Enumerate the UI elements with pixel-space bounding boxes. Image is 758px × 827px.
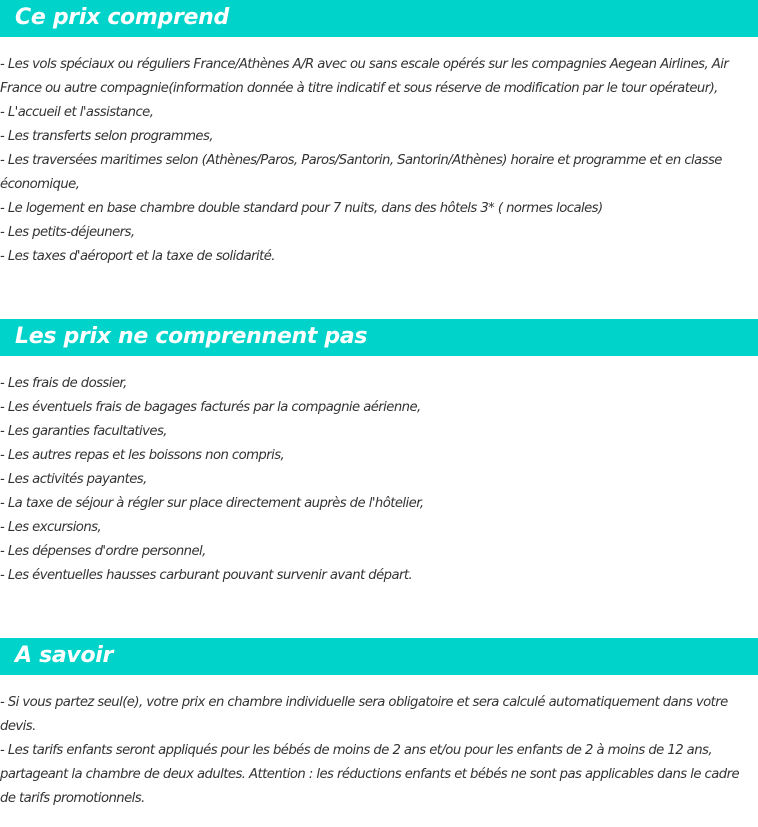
list-item: - Les activités payantes, <box>0 472 147 487</box>
list-item: - Les tarifs enfants seront appliqués pour les bébés de moins de 2 ans et/ou pour les enfants de 2 à moins de 12 ans, partageant la chambre de deux adultes. Attention : les réductions enfants et bébés ne sont pas applicables dans le cadre de tarifs promotionnels. <box>0 743 740 806</box>
list-item: - Les frais de dossier, <box>0 376 127 391</box>
list-item: - Les dépenses d'ordre personnel, <box>0 544 206 559</box>
good-to-know-list <box>0 675 758 811</box>
section-price-excludes <box>0 319 758 588</box>
list-item: - Les petits-déjeuners, <box>0 225 135 240</box>
section-header <box>0 319 758 356</box>
section-header <box>0 0 758 37</box>
list-item: - La taxe de séjour à régler sur place directement auprès de l'hôtelier, <box>0 496 424 511</box>
list-item: - Les vols spéciaux ou réguliers France/Athènes A/R avec ou sans escale opérés sur les compagnies Aegean Airlines, Air France ou autre compagnie(information donnée à titre indicatif et sous réserve de modification par le tour opérateur), <box>0 57 729 96</box>
excluded-list <box>0 356 758 588</box>
section-header <box>0 638 758 675</box>
list-item: - Si vous partez seul(e), votre prix en chambre individuelle sera obligatoire et sera calculé automatiquement dans votre devis. <box>0 695 728 734</box>
list-item: - Les excursions, <box>0 520 102 535</box>
section-title: Ce prix comprend <box>15 5 229 30</box>
list-item: - Les autres repas et les boissons non compris, <box>0 448 285 463</box>
list-item: - Les éventuels frais de bagages facturés par la compagnie aérienne, <box>0 400 421 415</box>
list-item: - Les traversées maritimes selon (Athènes/Paros, Paros/Santorin, Santorin/Athènes) horaire et programme et en classe économique, <box>0 153 722 192</box>
list-item: - Le logement en base chambre double standard pour 7 nuits, dans des hôtels 3* ( normes locales) <box>0 201 603 216</box>
list-item: - Les éventuelles hausses carburant pouvant survenir avant départ. <box>0 568 413 583</box>
included-list <box>0 37 758 269</box>
section-title: Les prix ne comprennent pas <box>15 324 368 349</box>
list-item: - Les transferts selon programmes, <box>0 129 213 144</box>
section-good-to-know <box>0 638 758 811</box>
section-price-includes <box>0 0 758 269</box>
list-item: - Les taxes d'aéroport et la taxe de solidarité. <box>0 249 275 264</box>
list-item: - Les garanties facultatives, <box>0 424 167 439</box>
list-item: - L'accueil et l'assistance, <box>0 105 154 120</box>
section-title: A savoir <box>15 643 114 668</box>
